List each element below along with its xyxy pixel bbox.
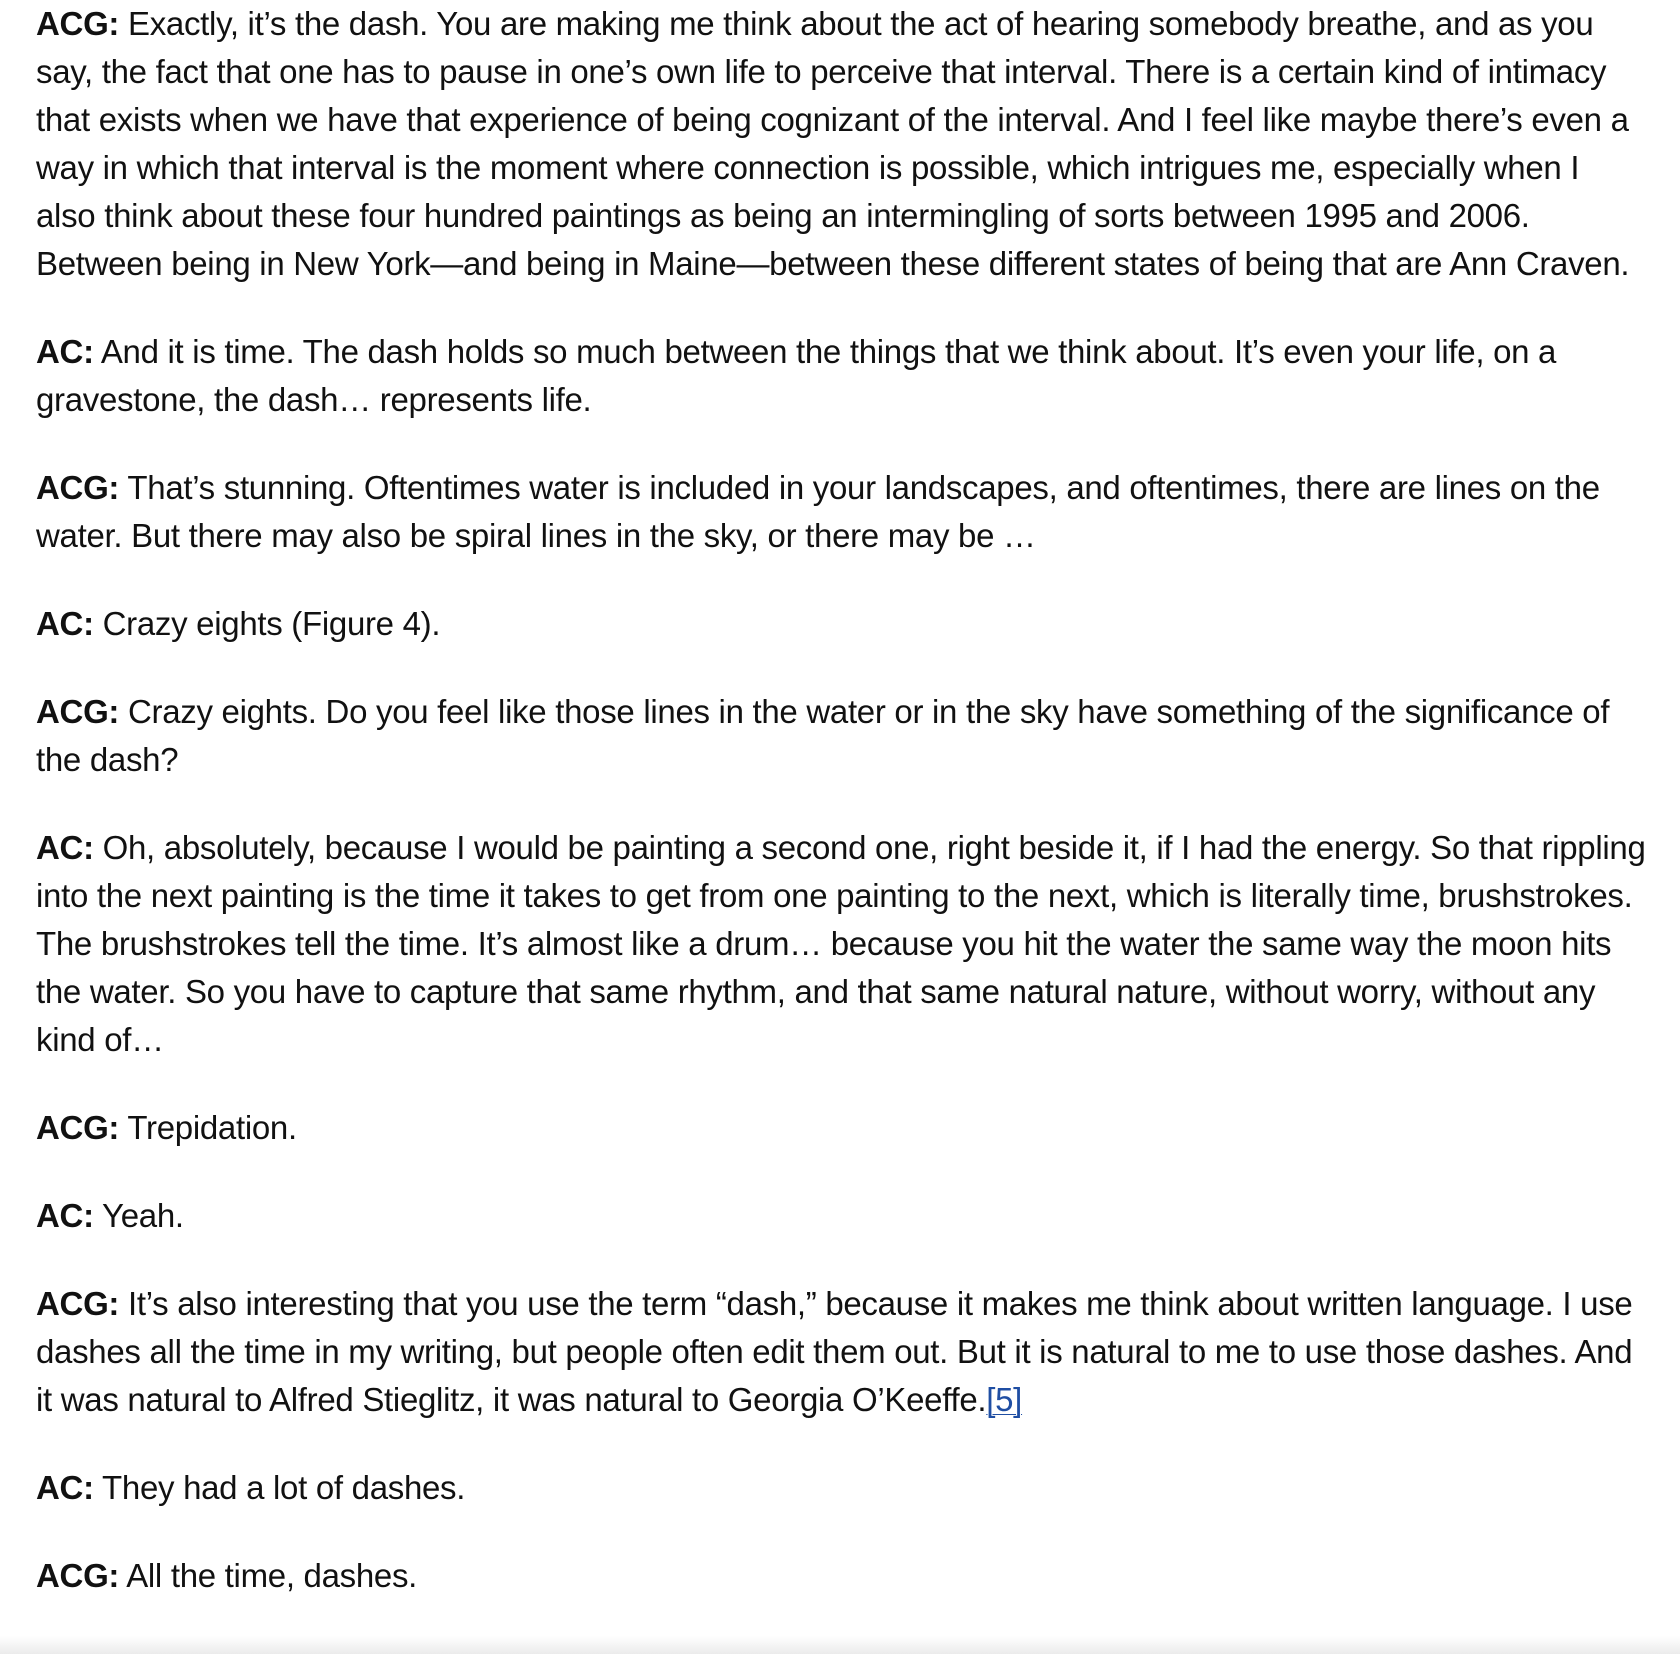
transcript-paragraph	[36, 1464, 1646, 1512]
speaker-label: ACG:	[36, 693, 120, 730]
paragraph-text: And it is time. The dash holds so much between the things that we think about. It’s even your life, on a gravestone, the dash… represents life.	[36, 333, 1557, 418]
transcript-paragraph	[36, 1280, 1646, 1424]
paragraph-text: Exactly, it’s the dash. You are making me think about the act of hearing somebody breathe, and as you say, the fact that one has to pause in one’s own life to perceive that interval. There is a certain kind of intimacy that exists when we have that experience of being cognizant of the interval. And I feel like maybe there’s even a way in which that interval is the moment where connection is possible, which intrigues me, especially when I also think about these four hundred paintings as being an intermingling of sorts between 1995 and 2006. Between being in New York—and being in Maine—between these different states of being that are Ann Craven.	[36, 5, 1630, 282]
speaker-label: AC:	[36, 829, 94, 866]
paragraph-text: Crazy eights. Do you feel like those lines in the water or in the sky have something of the significance of the dash?	[36, 693, 1610, 778]
speaker-label: ACG:	[36, 469, 120, 506]
paragraph-text: Oh, absolutely, because I would be painting a second one, right beside it, if I had the energy. So that rippling into the next painting is the time it takes to get from one painting to the next, which is literally time, brushstrokes. The brushstrokes tell the time. It’s almost like a drum… because you hit the water the same way the moon hits the water. So you have to capture that same rhythm, and that same natural nature, without worry, without any kind of…	[36, 829, 1646, 1058]
speaker-label: ACG:	[36, 5, 120, 42]
paragraph-text: Crazy eights (Figure 4).	[102, 605, 441, 642]
speaker-label: AC:	[36, 1197, 94, 1234]
paragraph-text: It’s also interesting that you use the term “dash,” because it makes me think about written language. I use dashes all the time in my writing, but people often edit them out. But it is natural to me to use those dashes. And it was natural to Alfred Stieglitz, it was natural to Georgia O’Keeffe.	[36, 1285, 1633, 1418]
paragraph-text: Trepidation.	[127, 1109, 297, 1146]
speaker-label: AC:	[36, 605, 94, 642]
transcript-paragraph	[36, 328, 1646, 424]
speaker-label: ACG:	[36, 1109, 120, 1146]
transcript-paragraph	[36, 0, 1646, 288]
interview-transcript	[36, 0, 1646, 1640]
paragraph-text: All the time, dashes.	[126, 1557, 418, 1594]
transcript-paragraph	[36, 1552, 1646, 1600]
footnote-link-5[interactable]: [5]	[986, 1381, 1023, 1418]
transcript-paragraph	[36, 688, 1646, 784]
paragraph-text: That’s stunning. Oftentimes water is included in your landscapes, and oftentimes, there are lines on the water. But there may also be spiral lines in the sky, or there may be …	[36, 469, 1600, 554]
transcript-paragraph	[36, 464, 1646, 560]
transcript-paragraph	[36, 600, 1646, 648]
transcript-paragraph	[36, 1104, 1646, 1152]
paragraph-text: They had a lot of dashes.	[102, 1469, 466, 1506]
paragraph-text: Yeah.	[102, 1197, 184, 1234]
transcript-paragraph	[36, 1192, 1646, 1240]
bottom-shadow	[0, 1636, 1680, 1654]
speaker-label: ACG:	[36, 1557, 120, 1594]
transcript-paragraph	[36, 824, 1646, 1064]
speaker-label: AC:	[36, 333, 94, 370]
speaker-label: ACG:	[36, 1285, 120, 1322]
speaker-label: AC:	[36, 1469, 94, 1506]
